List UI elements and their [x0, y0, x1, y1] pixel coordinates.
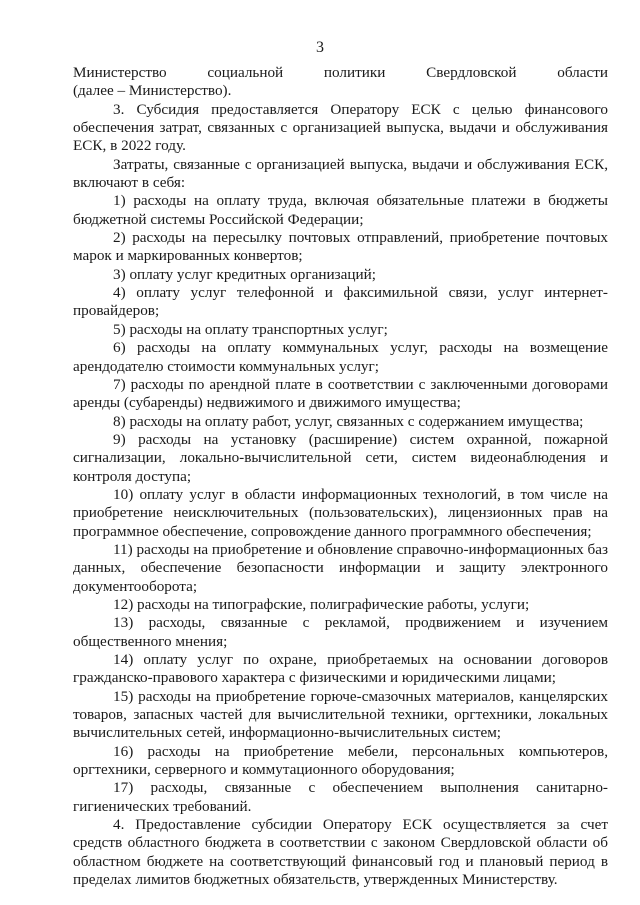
- paragraph: Министерство социальной политики Свердловской области: [73, 64, 608, 81]
- list-item: 10) оплату услуг в области информационных технологий, в том числе на приобретение неисключительных (пользовательских), лицензионных прав на программное обеспечение, сопровождение данного программного обеспечения;: [73, 485, 608, 540]
- list-item: 14) оплату услуг по охране, приобретаемых на основании договоров гражданско-правового характера с физическими и юридическими лицами;: [73, 651, 608, 687]
- list-item: 2) расходы на пересылку почтовых отправлений, приобретение почтовых марок и маркированных конвертов;: [73, 229, 608, 265]
- list-item: 16) расходы на приобретение мебели, персональных компьютеров, оргтехники, серверного и коммутационного оборудования;: [73, 742, 608, 779]
- list-item: 1) расходы на оплату труда, включая обязательные платежи в бюджеты бюджетной системы Российской Федерации;: [73, 192, 608, 228]
- paragraph: Затраты, связанные с организацией выпуска, выдачи и обслуживания ЕСК, включают в себя:: [73, 155, 608, 192]
- document-body: [73, 64, 608, 889]
- list-item: 5) расходы на оплату транспортных услуг;: [113, 320, 388, 338]
- page-number: 3: [316, 39, 324, 56]
- paragraph: 3. Субсидия предоставляется Оператору ЕСК с целью финансового обеспечения затрат, связанных с организацией выпуска, выдачи и обслуживания ЕСК, в 2022 году.: [73, 100, 608, 155]
- list-item: 9) расходы на установку (расширение) систем охранной, пожарной сигнализации, локально-вычислительной сети, систем видеонаблюдения и контроля доступа;: [73, 430, 608, 485]
- list-item: 15) расходы на приобретение горюче-смазочных материалов, канцелярских товаров, запасных частей для вычислительной техники, оргтехники, локальных вычислительных сетей, информационно-вычислительных систем;: [73, 687, 608, 742]
- list-item: 12) расходы на типографские, полиграфические работы, услуги;: [113, 595, 530, 613]
- list-item: 13) расходы, связанные с рекламой, продвижением и изучением общественного мнения;: [73, 614, 608, 650]
- list-item: 4) оплату услуг телефонной и факсимильной связи, услуг интернет-провайдеров;: [73, 284, 608, 320]
- paragraph: 4. Предоставление субсидии Оператору ЕСК осуществляется за счет средств областного бюджета в соответствии с законом Свердловской области об областном бюджете на соответствующий финансовый год и плановый период в пределах лимитов бюджетных обязательств, утвержденных Министерству.: [73, 816, 608, 889]
- list-item: 6) расходы на оплату коммунальных услуг, расходы на возмещение арендодателю стоимости коммунальных услуг;: [73, 339, 608, 375]
- list-item: 8) расходы на оплату работ, услуг, связанных с содержанием имущества;: [113, 412, 584, 430]
- list-item: 17) расходы, связанные с обеспечением выполнения санитарно-гигиенических требований.: [73, 779, 608, 815]
- list-item: 11) расходы на приобретение и обновление справочно-информационных баз данных, обеспечение безопасности информации и защиту электронного документооборота;: [73, 540, 609, 595]
- paragraph: (далее – Министерство).: [73, 82, 232, 100]
- list-item: 7) расходы по арендной плате в соответствии с заключенными договорами аренды (субаренды) недвижимого и движимого имущества;: [73, 375, 608, 412]
- list-item: 3) оплату услуг кредитных организаций;: [113, 265, 376, 283]
